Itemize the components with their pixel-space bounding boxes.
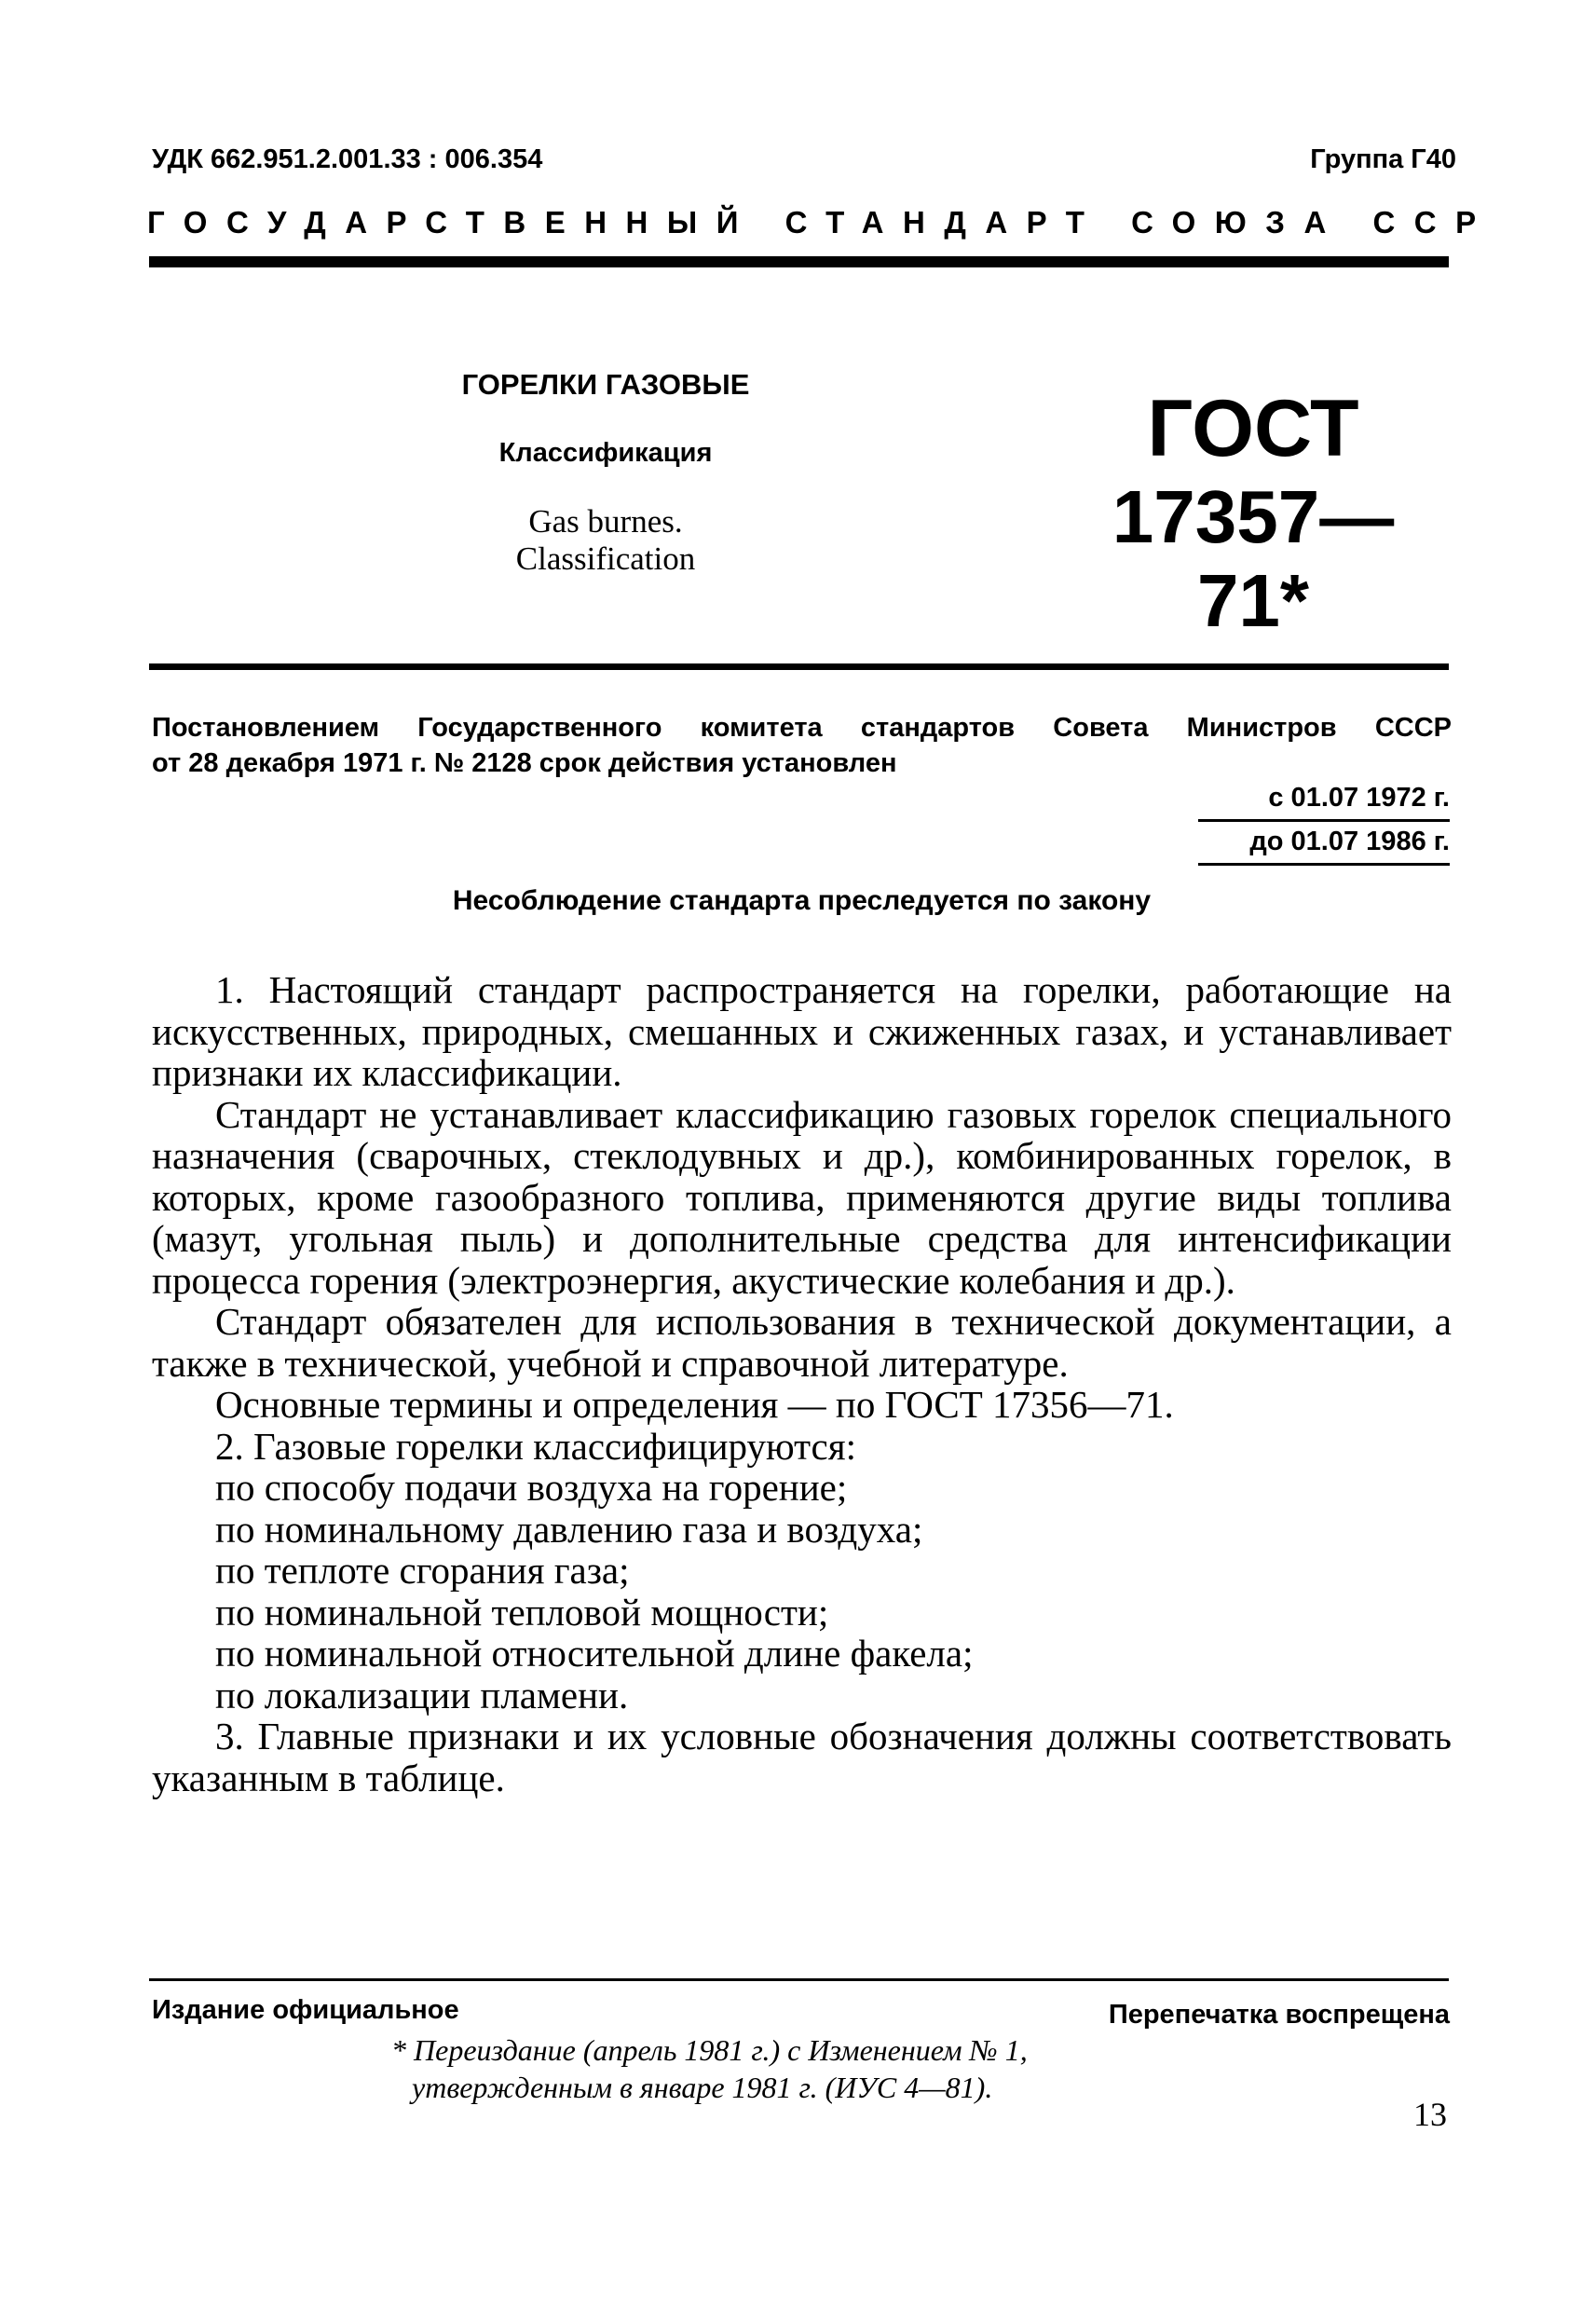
state-standard-heading: ГОСУДАРСТВЕННЫЙ СТАНДАРТ СОЮЗА ССР [147,205,1495,239]
body-text [152,969,1452,1798]
document-title: ГОРЕЛКИ ГАЗОВЫЕ [461,368,750,401]
valid-to: до 01.07 1986 г. [1198,822,1450,866]
paragraph-3: Стандарт обязателен для использования в технической документации, а также в технической, учебной и справочной литературе. [152,1300,1452,1385]
group-code: Группа Г40 [1310,144,1456,174]
english-title [438,503,773,578]
paragraph-1: 1. Настоящий стандарт распространяется на горелки, работающие на искусственных, природных, смешанных и сжиженных газах, и устанавливает признаки их классификации. [152,968,1452,1094]
paragraph-4: Основные термины и определения — по ГОСТ 17356—71. [215,1383,1174,1426]
english-title-line-2: Classification [515,540,696,577]
list-item: по номинальной относительной длине факела; [215,1632,974,1675]
page-number: 13 [1413,2096,1447,2133]
gost-number: 17357—71* [1112,475,1395,642]
law-notice: Несоблюдение стандарта преследуется по закону [452,885,1152,916]
english-title-line-1: Gas burnes. [528,503,683,540]
paragraph-2: Стандарт не устанавливает классификацию газовых горелок специального назначения (сварочных, стеклодувных и др.), комбинированных горелок, в которых, кроме газообразного топлива, применяются другие виды топлива (мазут, угольная пыль) и дополнительные средства для интенсификации процесса горения (электроэнергия, акустические колебания и др.). [152,1092,1452,1302]
reprint-prohibited-label: Перепечатка воспрещена [1108,2000,1450,2030]
validity-period [1198,778,1450,866]
paragraph-6: 3. Главные признаки и их условные обозначения должны соответствовать указанным в таблице. [152,1715,1452,1799]
list-item: по способу подачи воздуха на горение; [215,1466,848,1509]
list-item: по номинальной тепловой мощности; [215,1590,829,1634]
decree-text [152,710,1452,781]
official-edition-label: Издание официальное [152,1995,459,2025]
document-subtitle: Классификация [498,438,713,468]
list-item: по локализации пламени. [215,1673,629,1716]
decree-line-2: от 28 декабря 1971 г. № 2128 срок действия установлен [152,748,897,778]
footer-rule [149,1978,1449,1981]
paragraph-5: 2. Газовые горелки классифицируются: [215,1424,856,1468]
decree-line-1: Постановлением Государственного комитета стандартов Совета Министров СССР [152,713,1452,743]
list-item: по номинальному давлению газа и воздуха; [215,1507,923,1551]
reissue-footnote-line-2: утвержденным в январе 1981 г. (ИУС 4—81). [412,2071,993,2104]
gost-label: ГОСТ [1147,384,1359,473]
list-item: по теплоте сгорания газа; [215,1549,630,1592]
header-rule [149,256,1449,267]
valid-from: с 01.07 1972 г. [1198,778,1450,822]
title-rule [149,663,1449,670]
reissue-footnote [391,2031,1230,2106]
udc-code: УДК 662.951.2.001.33 : 006.354 [152,144,543,174]
reissue-footnote-line-1: * Переиздание (апрель 1981 г.) с Изменением № 1, [391,2033,1028,2067]
